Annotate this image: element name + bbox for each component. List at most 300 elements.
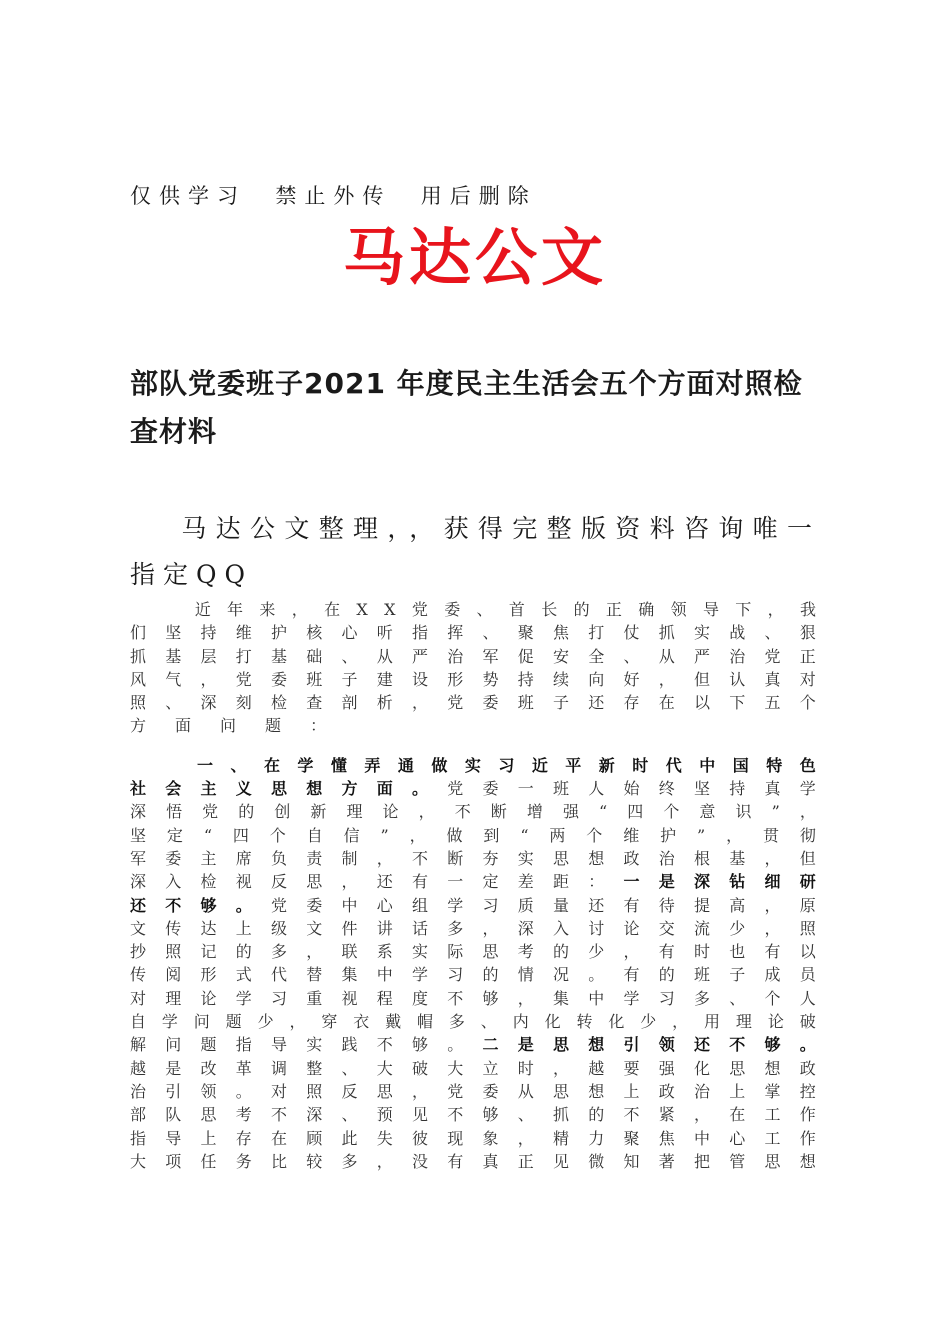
text-char: 顾 [306, 1128, 323, 1148]
text-char: 深 [306, 1105, 323, 1125]
text-char: 衣 [353, 1012, 370, 1032]
text-char: 但 [799, 848, 816, 868]
text-char: 维 [623, 825, 640, 845]
text-char: 预 [376, 1105, 393, 1125]
text-char: 问 [193, 1012, 210, 1032]
text-char: 照 [306, 1081, 323, 1101]
text-char: 想 [764, 1058, 781, 1078]
text-char: “ [599, 802, 608, 822]
text-char: 戴 [385, 1012, 402, 1032]
text-char: 从 [517, 1081, 534, 1101]
text-char: 导 [165, 1128, 182, 1148]
text-char: ， [482, 918, 499, 938]
text-char: 够 [764, 1035, 781, 1055]
text-char: 下 [735, 600, 752, 619]
text-char: 治 [658, 848, 675, 868]
text-char: 心 [341, 623, 358, 643]
text-char: 一 [517, 779, 534, 799]
text-char: 聚 [517, 623, 534, 643]
text-char: 照 [130, 693, 147, 713]
text-char: 信 [343, 825, 360, 845]
text-char: 指 [130, 1128, 147, 1148]
text-char: 习 [482, 895, 499, 915]
text-char: 践 [341, 1035, 358, 1055]
lead-text: 马达公文整理，，获得完整版资料咨询唯一指定QQ [130, 514, 820, 589]
section-line [130, 917, 816, 940]
text-char: 对 [271, 1081, 288, 1101]
text-char: 、 [729, 988, 746, 1008]
text-char: 思 [306, 872, 323, 892]
text-char: ， [412, 693, 429, 713]
text-char: 。 [588, 965, 605, 985]
text-char: 做 [431, 755, 448, 775]
text-char: 五 [764, 693, 781, 713]
text-char: 意 [699, 802, 716, 822]
text-char: 照 [165, 942, 182, 962]
text-char: 聚 [623, 1128, 640, 1148]
text-char: 穿 [321, 1012, 338, 1032]
text-char: ， [658, 669, 675, 689]
text-char: ， [517, 1128, 534, 1148]
text-char: 党 [202, 802, 219, 822]
text-char: 多 [447, 918, 464, 938]
text-char: 思 [482, 942, 499, 962]
text-char: 组 [412, 895, 429, 915]
text-char: 不 [729, 1035, 746, 1055]
text-char: 题 [200, 1035, 217, 1055]
text-char: 少 [257, 1012, 274, 1032]
lead-paragraph [130, 506, 820, 598]
text-char: 传 [165, 918, 182, 938]
text-char: 大 [376, 1058, 393, 1078]
text-char: ， [376, 1151, 393, 1171]
text-char: ， [200, 669, 217, 689]
text-char: 真 [764, 779, 781, 799]
text-char: 论 [382, 802, 399, 822]
text-char: ， [726, 825, 743, 845]
text-char: 问 [165, 1035, 182, 1055]
text-char: 安 [553, 646, 570, 666]
text-char: 战 [729, 623, 746, 643]
text-char: 子 [729, 965, 746, 985]
text-char: 集 [553, 988, 570, 1008]
text-char: 照 [799, 918, 816, 938]
text-char: 方 [130, 716, 147, 736]
text-char: 不 [412, 848, 429, 868]
text-char: 深 [694, 872, 711, 892]
text-char: 掌 [764, 1081, 781, 1101]
text-char: 够 [482, 1105, 499, 1125]
text-char: 领 [670, 600, 687, 619]
section-line [130, 754, 816, 777]
text-char: 题 [265, 716, 282, 736]
text-char: 深 [130, 802, 147, 822]
text-char: 严 [694, 646, 711, 666]
text-char: 流 [694, 918, 711, 938]
text-char: 引 [165, 1081, 182, 1101]
text-char: 思 [553, 848, 570, 868]
text-char: 会 [165, 779, 182, 799]
text-char: 打 [588, 623, 605, 643]
text-char: 实 [694, 623, 711, 643]
section-line [130, 777, 816, 800]
text-char: 悟 [166, 802, 183, 822]
text-char: 化 [544, 1012, 561, 1032]
text-char: 代 [271, 965, 288, 985]
text-char: 上 [235, 918, 252, 938]
text-char: 二 [482, 1035, 499, 1055]
text-char: 中 [699, 755, 716, 775]
text-char: X [356, 600, 368, 619]
text-char: 联 [341, 942, 358, 962]
text-char: 见 [553, 1151, 570, 1171]
text-char: 论 [200, 988, 217, 1008]
section-line [130, 1127, 816, 1150]
text-char: 不 [447, 988, 464, 1008]
text-char: 代 [665, 755, 682, 775]
text-char: 维 [235, 623, 252, 643]
section-line [130, 847, 816, 870]
text-char: 刻 [235, 693, 252, 713]
text-char: 础 [306, 646, 323, 666]
text-char: 还 [376, 872, 393, 892]
text-char: 治 [729, 646, 746, 666]
text-char: 深 [130, 872, 147, 892]
text-char: 政 [799, 1058, 816, 1078]
text-char: 领 [658, 1035, 675, 1055]
text-char: 气 [165, 669, 182, 689]
intro-line [130, 621, 816, 644]
text-char: 是 [165, 1058, 182, 1078]
text-char: 通 [397, 755, 414, 775]
text-char: 平 [565, 755, 582, 775]
text-char: 领 [200, 1081, 217, 1101]
text-char: ， [553, 1058, 570, 1078]
text-char: 子 [553, 693, 570, 713]
section-line [130, 1080, 816, 1103]
text-char: 管 [729, 1151, 746, 1171]
text-char: 个 [663, 802, 680, 822]
text-char: 治 [694, 1081, 711, 1101]
text-char: ， [694, 1105, 711, 1125]
text-char: 有 [764, 942, 781, 962]
indent-char [130, 754, 146, 777]
text-char: 一 [447, 872, 464, 892]
text-char: 真 [482, 1151, 499, 1171]
section-line [130, 824, 816, 847]
text-char: 委 [482, 779, 499, 799]
text-char: 、 [230, 755, 247, 775]
text-char: 近 [194, 600, 211, 619]
text-char: 理 [346, 802, 363, 822]
text-char: 委 [165, 848, 182, 868]
text-char: 在 [729, 1105, 746, 1125]
text-char: 个 [269, 825, 286, 845]
section-line [130, 987, 816, 1010]
text-char: X [384, 600, 396, 619]
section-line [130, 1103, 816, 1126]
text-char: 中 [588, 988, 605, 1008]
indent-char [163, 754, 179, 777]
text-char: 指 [412, 623, 429, 643]
text-char: 不 [447, 1105, 464, 1125]
text-char: 控 [799, 1081, 816, 1101]
text-char: 彼 [412, 1128, 429, 1148]
paragraph-gap [130, 738, 816, 754]
text-char: 提 [694, 895, 711, 915]
text-char: 上 [623, 1081, 640, 1101]
text-char: 整 [306, 1058, 323, 1078]
text-char: 思 [271, 779, 288, 799]
text-char: 少 [729, 918, 746, 938]
text-char: 少 [640, 1012, 657, 1032]
text-char: 传 [130, 965, 147, 985]
text-char: 学 [297, 755, 314, 775]
text-char: 替 [306, 965, 323, 985]
text-char: 心 [729, 1128, 746, 1148]
text-char: 解 [130, 1035, 147, 1055]
text-char: 见 [412, 1105, 429, 1125]
text-char: 面 [376, 779, 393, 799]
text-char: 的 [235, 942, 252, 962]
text-char: ， [799, 802, 816, 822]
text-char: 在 [263, 755, 280, 775]
text-char: 引 [623, 1035, 640, 1055]
text-char: 考 [517, 942, 534, 962]
text-char: 促 [517, 646, 534, 666]
text-char: 夯 [482, 848, 499, 868]
text-char: 委 [482, 693, 499, 713]
section-one-paragraph [130, 754, 816, 1173]
text-char: 系 [376, 942, 393, 962]
text-char: 原 [799, 895, 816, 915]
text-char: 时 [694, 942, 711, 962]
document-title: 部队党委班子2021 年度民主生活会五个方面对照检查材料 [130, 367, 803, 448]
text-char: 多 [341, 1151, 358, 1171]
text-char: 员 [799, 965, 816, 985]
text-char: 彻 [799, 825, 816, 845]
text-char: 不 [454, 802, 471, 822]
text-char: 委 [306, 895, 323, 915]
text-char: 论 [767, 1012, 784, 1032]
text-char: 四 [232, 825, 249, 845]
text-char: 从 [376, 646, 393, 666]
text-char: 项 [165, 1151, 182, 1171]
text-char: 、 [341, 1105, 358, 1125]
text-char: 文 [306, 918, 323, 938]
text-char: 认 [729, 669, 746, 689]
text-char: 部 [130, 1105, 147, 1125]
intro-line [130, 691, 816, 714]
text-char: 习 [447, 965, 464, 985]
text-char: 思 [729, 1058, 746, 1078]
text-char: 用 [704, 1012, 721, 1032]
text-char: 大 [130, 1151, 147, 1171]
text-char: 我 [799, 600, 816, 619]
text-char: 够 [482, 988, 499, 1008]
text-char: 心 [376, 895, 393, 915]
text-char: 作 [799, 1128, 816, 1148]
text-char: 特 [766, 755, 783, 775]
text-char: 上 [200, 1128, 217, 1148]
text-char: 查 [306, 693, 323, 713]
text-char: 设 [412, 669, 429, 689]
text-char: 始 [623, 779, 640, 799]
text-char: 持 [200, 623, 217, 643]
text-char: 够 [200, 895, 217, 915]
text-char: 仗 [623, 623, 640, 643]
text-char: 实 [517, 848, 534, 868]
text-char: 方 [341, 779, 358, 799]
text-char: 建 [376, 669, 393, 689]
text-char: 破 [799, 1012, 816, 1032]
text-char: 到 [483, 825, 500, 845]
text-char: 存 [235, 1128, 252, 1148]
indent-char [130, 598, 146, 621]
text-char: ， [306, 942, 323, 962]
text-char: 的 [553, 942, 570, 962]
text-char: 们 [130, 623, 147, 643]
text-char: 达 [200, 918, 217, 938]
text-char: 的 [573, 600, 590, 619]
text-char: 思 [553, 1081, 570, 1101]
text-char: 党 [447, 693, 464, 713]
text-char: 军 [130, 848, 147, 868]
text-char: 习 [271, 988, 288, 1008]
text-char: 主 [200, 848, 217, 868]
text-char: 两 [549, 825, 566, 845]
text-char: 视 [235, 872, 252, 892]
text-char: 弄 [364, 755, 381, 775]
text-char: 狠 [799, 623, 816, 643]
text-char: 有 [623, 895, 640, 915]
text-char: 工 [764, 1105, 781, 1125]
text-char: ， [623, 942, 640, 962]
text-char: 待 [658, 895, 675, 915]
text-char: 来 [259, 600, 276, 619]
text-char: 思 [376, 1081, 393, 1101]
text-char: 入 [165, 872, 182, 892]
text-char: 势 [482, 669, 499, 689]
intro-line [130, 668, 816, 691]
text-char: ， [517, 988, 534, 1008]
text-char: 此 [341, 1128, 358, 1148]
text-char: 立 [482, 1058, 499, 1078]
text-char: 政 [658, 1081, 675, 1101]
text-char: 首 [508, 600, 525, 619]
text-char: ” [380, 825, 389, 845]
text-char: ： [588, 872, 605, 892]
text-char: 质 [517, 895, 534, 915]
text-char: 检 [200, 872, 217, 892]
text-char: 焦 [553, 623, 570, 643]
text-char: 挥 [447, 623, 464, 643]
text-char: 是 [517, 1035, 534, 1055]
text-char: 学 [799, 779, 816, 799]
text-char: 。 [447, 1035, 464, 1055]
text-char: 懂 [330, 755, 347, 775]
text-char: 近 [531, 755, 548, 775]
text-char: 想 [799, 1151, 816, 1171]
text-char: 贯 [763, 825, 780, 845]
text-char: 有 [412, 872, 429, 892]
text-char: 不 [271, 1105, 288, 1125]
text-char: 集 [341, 965, 358, 985]
text-char: 对 [799, 669, 816, 689]
text-char: ， [289, 1012, 306, 1032]
text-char: 定 [166, 825, 183, 845]
brand-title: 马达公文 [342, 221, 607, 294]
text-char: 。 [235, 895, 252, 915]
text-char: 思 [764, 1151, 781, 1171]
text-char: 有 [658, 942, 675, 962]
text-char: 析 [376, 693, 393, 713]
text-char: 班 [553, 779, 570, 799]
text-char: 不 [165, 895, 182, 915]
text-char: 交 [658, 918, 675, 938]
text-char: 情 [517, 965, 534, 985]
text-char: 风 [130, 669, 147, 689]
text-char: 一 [623, 872, 640, 892]
text-char: 较 [306, 1151, 323, 1171]
text-char: 新 [598, 755, 615, 775]
text-char: 的 [588, 1105, 605, 1125]
text-char: ， [341, 872, 358, 892]
text-char: 题 [225, 1012, 242, 1032]
text-char: 自 [306, 825, 323, 845]
text-char: 存 [623, 693, 640, 713]
text-char: 学 [161, 1012, 178, 1032]
text-char: 对 [130, 988, 147, 1008]
text-char: 精 [553, 1128, 570, 1148]
text-char: 记 [200, 942, 217, 962]
text-char: 深 [517, 918, 534, 938]
text-char: 象 [482, 1128, 499, 1148]
text-char: 人 [588, 779, 605, 799]
text-char: 论 [623, 918, 640, 938]
section-line [130, 870, 816, 893]
text-char: 讨 [588, 918, 605, 938]
text-char: 话 [412, 918, 429, 938]
text-char: 负 [271, 848, 288, 868]
text-char: 不 [376, 1035, 393, 1055]
text-char: 化 [608, 1012, 625, 1032]
text-char: 席 [235, 848, 252, 868]
text-char: 高 [729, 895, 746, 915]
text-char: 焦 [658, 1128, 675, 1148]
text-char: 件 [341, 918, 358, 938]
text-char: 考 [235, 1105, 252, 1125]
text-char: 失 [376, 1128, 393, 1148]
text-char: 量 [553, 895, 570, 915]
text-char: ” [697, 825, 706, 845]
text-char: 四 [627, 802, 644, 822]
text-char: 、 [480, 1012, 497, 1032]
text-char: 持 [517, 669, 534, 689]
text-char: 形 [200, 965, 217, 985]
text-char: 理 [735, 1012, 752, 1032]
text-char: 以 [799, 942, 816, 962]
section-line [130, 940, 816, 963]
text-char: 。 [412, 779, 429, 799]
text-char: 有 [447, 1151, 464, 1171]
text-char: 、 [517, 1105, 534, 1125]
text-char: 党 [447, 779, 464, 799]
text-char: 层 [200, 646, 217, 666]
text-char: 向 [588, 669, 605, 689]
text-char: 队 [165, 1105, 182, 1125]
text-char: 子 [341, 669, 358, 689]
